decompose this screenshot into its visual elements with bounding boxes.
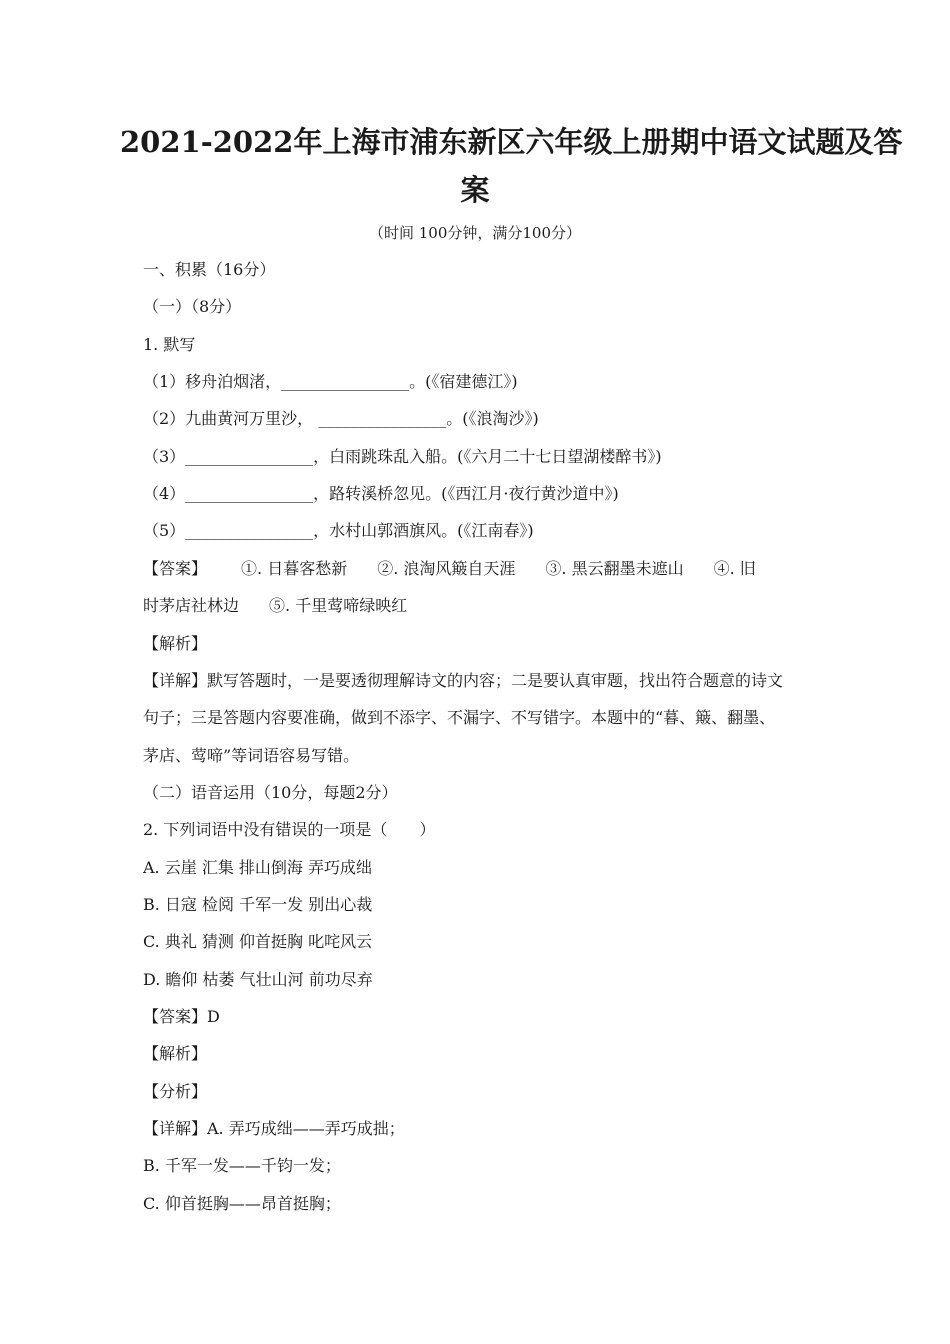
answer-item: ⑤. 千里莺啼绿映红 <box>269 596 408 615</box>
document-title: 2021-2022年上海市浦东新区六年级上册期中语文试题及答 <box>120 125 903 159</box>
question-1-answer <box>143 557 823 581</box>
part-heading: （二）语音运用（10分，每题2分） <box>143 783 398 802</box>
document-title-continued: 案 <box>460 173 490 207</box>
detail-text: 句子；三是答题内容要准确，做到不添字、不漏字、不写错字。本题中的“暮、簸、翻墨、 <box>143 708 776 727</box>
detail-text: 【详解】默写答题时，一是要透彻理解诗文的内容；二是要认真审题，找出符合题意的诗文 <box>143 671 784 690</box>
detail-text: C. 仰首挺胸——昂首挺胸； <box>143 1194 341 1213</box>
question-2-option-c: C. 典礼 猜测 仰首挺胸 叱咤风云 <box>143 932 373 951</box>
question-2-answer: 【答案】D <box>143 1007 220 1026</box>
question-1-item: （2）九曲黄河万里沙， ________________。(《浪淘沙》) <box>143 409 539 428</box>
question-2-title: 2. 下列词语中没有错误的一项是（ ） <box>143 820 436 839</box>
question-1-item: （1）移舟泊烟渚，________________。(《宿建德江》) <box>143 372 518 391</box>
detail-text: 【详解】A. 弄巧成绌——弄巧成拙； <box>143 1119 405 1138</box>
exam-time-info: （时间 100分钟，满分100分） <box>368 224 582 242</box>
question-2-option-b: B. 日寇 检阅 千军一发 别出心裁 <box>143 895 373 914</box>
part-heading: （一）（8分） <box>143 297 242 316</box>
section-heading: 一、积累（16分） <box>143 260 276 279</box>
question-1-title: 1. 默写 <box>143 335 196 354</box>
answer-item: ③. 黑云翻墨未遮山 <box>545 559 684 578</box>
detail-text: 茅店、莺啼”等词语容易写错。 <box>143 746 360 765</box>
answer-label: 【答案】 <box>143 559 208 578</box>
detail-text: B. 千军一发——千钧一发； <box>143 1156 341 1175</box>
answer-item: 时茅店社林边 <box>143 596 240 615</box>
analysis-label: 【解析】 <box>143 634 208 653</box>
question-1-item: （3）________________，白雨跳珠乱入船。(《六月二十七日望湖楼醉书》) <box>143 447 662 466</box>
answer-item: ②. 浪淘风簸自天涯 <box>377 559 516 578</box>
question-2-option-d: D. 瞻仰 枯萎 气壮山河 前功尽弃 <box>143 970 373 989</box>
question-2-option-a: A. 云崖 汇集 排山倒海 弄巧成绌 <box>143 858 372 877</box>
question-1-item: （4）________________，路转溪桥忽见。(《西江月·夜行黄沙道中》) <box>143 484 619 503</box>
analysis-label: 【解析】 <box>143 1044 208 1063</box>
question-1-answer-continued <box>143 594 823 618</box>
answer-item: ④. 旧 <box>713 559 756 578</box>
fenxi-label: 【分析】 <box>143 1082 208 1101</box>
question-1-item: （5）________________，水村山郭酒旗风。(《江南春》) <box>143 521 534 540</box>
answer-item: ①. 日暮客愁新 <box>241 559 348 578</box>
